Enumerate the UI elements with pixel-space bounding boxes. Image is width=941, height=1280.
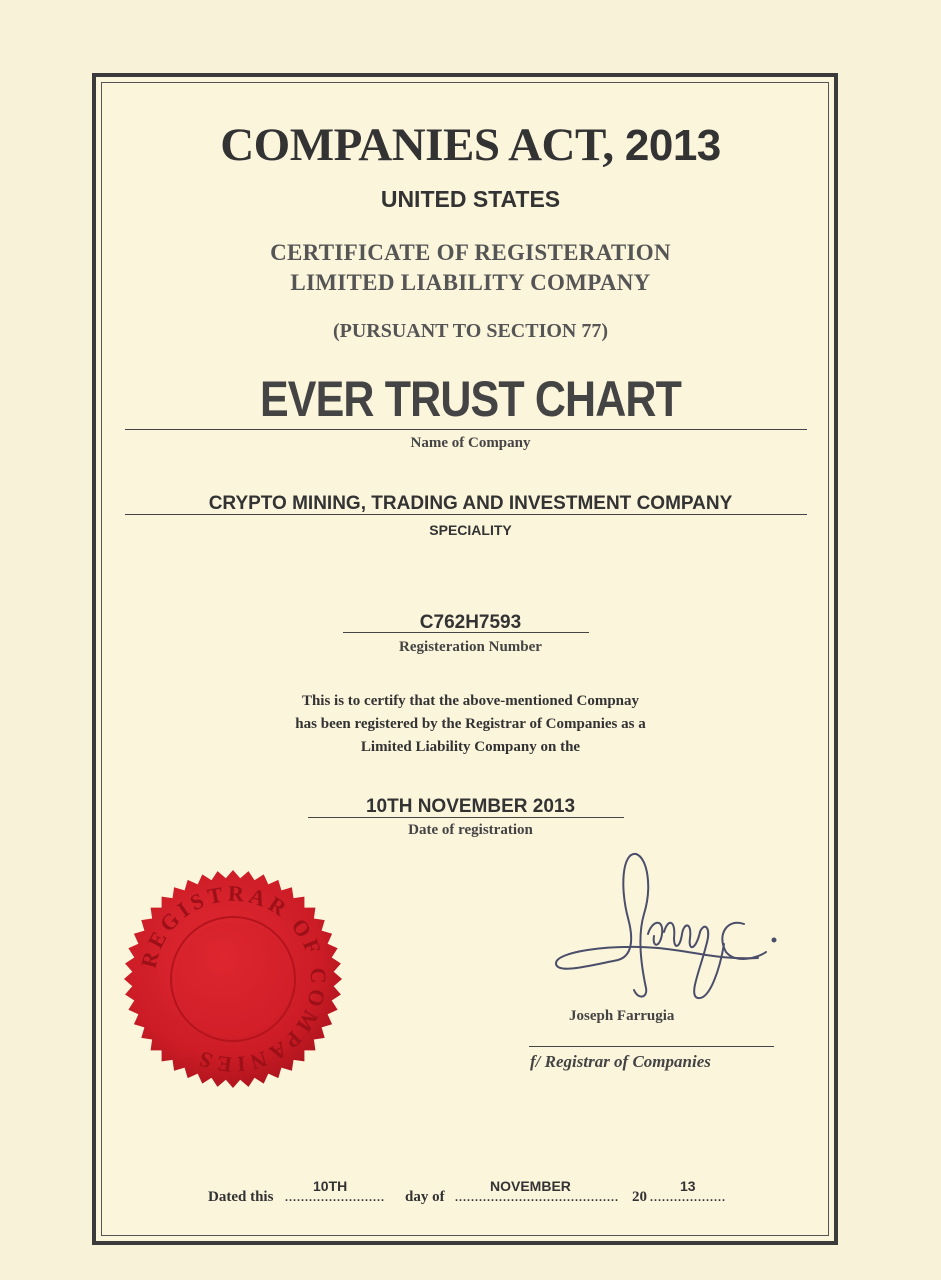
- dated-day-of: day of: [405, 1189, 445, 1205]
- dated-year: 13: [680, 1178, 696, 1194]
- act-title-text: COMPANIES ACT,: [220, 119, 614, 171]
- signature-icon: [548, 848, 778, 1018]
- dated-dots-2: .........................................: [455, 1190, 619, 1204]
- dated-dots-1: .........................: [285, 1190, 385, 1204]
- company-name-underline: [125, 429, 807, 430]
- certify-line-3: Limited Liability Company on the: [360, 739, 581, 755]
- speciality-label: SPECIALITY: [429, 522, 512, 538]
- dated-dots-3: ...................: [650, 1190, 726, 1204]
- registration-date: 10TH NOVEMBER 2013: [365, 796, 576, 817]
- registration-date-underline: [308, 817, 624, 818]
- dated-month: NOVEMBER: [490, 1178, 571, 1194]
- certificate-type-line1: CERTIFICATE OF REGISTERATION: [270, 240, 671, 265]
- dated-day: 10TH: [313, 1178, 348, 1194]
- pursuant-section: (PURSUANT TO SECTION 77): [332, 320, 609, 342]
- country: UNITED STATES: [380, 186, 561, 212]
- registration-number: C762H7593: [419, 612, 522, 633]
- act-year: 2013: [624, 121, 721, 170]
- seal-text: REGISTRAR OF COMPANIES: [135, 880, 332, 1078]
- dated-prefix: Dated this: [208, 1189, 274, 1205]
- speciality-value: CRYPTO MINING, TRADING AND INVESTMENT COMPANY: [208, 493, 733, 514]
- signatory-name: Joseph Farrugia: [569, 1008, 675, 1024]
- company-name: EVER TRUST CHART: [259, 371, 682, 427]
- speciality-underline: [125, 514, 807, 515]
- certify-line-2: has been registered by the Registrar of Companies as a: [295, 716, 646, 732]
- registration-number-underline: [343, 632, 589, 633]
- dated-line: [0, 1175, 941, 1215]
- registration-number-label: Registeration Number: [399, 639, 542, 655]
- company-name-label: Name of Company: [410, 435, 531, 451]
- signatory-underline: [529, 1046, 774, 1047]
- certify-text: [0, 690, 941, 759]
- dated-century: 20: [632, 1189, 647, 1205]
- signatory-title: f/ Registrar of Companies: [530, 1052, 711, 1071]
- certify-line-1: This is to certify that the above-mentioned Compnay: [301, 693, 640, 709]
- act-title: [0, 118, 941, 172]
- certificate-type-line2: LIMITED LIABILITY COMPANY: [290, 270, 651, 295]
- registration-date-label: Date of registration: [408, 822, 533, 838]
